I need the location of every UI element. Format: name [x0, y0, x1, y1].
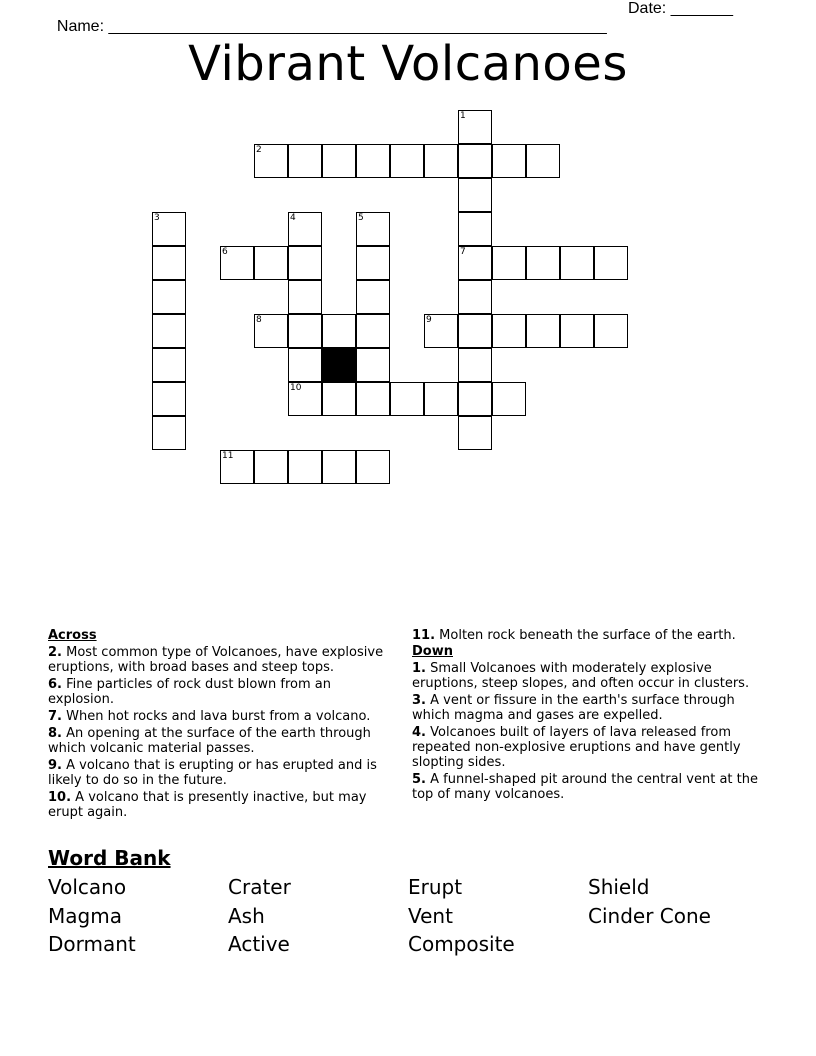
word-bank-item: Vent — [408, 903, 453, 928]
crossword-cell[interactable] — [594, 314, 628, 348]
cell-number: 8 — [256, 315, 262, 325]
crossword-cell[interactable] — [458, 144, 492, 178]
crossword-cell[interactable] — [288, 246, 322, 280]
cell-number: 2 — [256, 145, 262, 155]
clues-column-right — [412, 628, 772, 803]
word-bank — [48, 873, 768, 959]
crossword-cell[interactable] — [152, 348, 186, 382]
word-bank-item: Ash — [228, 903, 265, 928]
clue-across-9: 9. A volcano that is erupting or has erupted and is likely to do so in the future. — [48, 758, 377, 788]
crossword-cell[interactable] — [390, 144, 424, 178]
word-bank-item: Volcano — [48, 875, 127, 899]
crossword-cell[interactable] — [152, 212, 186, 246]
crossword-cell[interactable] — [322, 144, 356, 178]
crossword-cell[interactable] — [152, 246, 186, 280]
name-field-label: Name: ________________________________________________________ — [56, 18, 607, 35]
crossword-cell[interactable] — [492, 144, 526, 178]
cell-number: 5 — [358, 213, 364, 223]
crossword-cell[interactable] — [322, 450, 356, 484]
word-bank-item: Dormant — [48, 932, 136, 956]
crossword-cell[interactable] — [356, 280, 390, 314]
crossword-cell[interactable] — [152, 314, 186, 348]
crossword-cell[interactable] — [492, 314, 526, 348]
crossword-cell[interactable] — [322, 314, 356, 348]
cell-number: 4 — [290, 213, 296, 223]
across-heading: Across — [48, 628, 97, 643]
crossword-cell[interactable] — [288, 450, 322, 484]
crossword-cell[interactable] — [152, 416, 186, 450]
crossword-cell[interactable] — [526, 144, 560, 178]
crossword-cell[interactable] — [458, 110, 492, 144]
crossword-cell[interactable] — [254, 314, 288, 348]
word-bank-title: Word Bank — [48, 846, 171, 870]
crossword-cell[interactable] — [356, 382, 390, 416]
clue-down-1: 1. Small Volcanoes with moderately explosive eruptions, steep slopes, and often occur in clusters. — [412, 661, 750, 691]
crossword-cell[interactable] — [288, 280, 322, 314]
clue-across-10: 10. A volcano that is presently inactive, but may erupt again. — [48, 790, 367, 820]
crossword-cell[interactable] — [356, 246, 390, 280]
crossword-cell[interactable] — [356, 314, 390, 348]
cell-number: 9 — [426, 315, 432, 325]
crossword-cell[interactable] — [458, 212, 492, 246]
cell-number: 3 — [154, 213, 160, 223]
clue-across-8: 8. An opening at the surface of the earth through which volcanic material passes. — [48, 726, 371, 756]
crossword-cell[interactable] — [458, 382, 492, 416]
crossword-cell[interactable] — [288, 314, 322, 348]
word-bank-item: Composite — [408, 932, 515, 956]
page-title: Vibrant Volcanoes — [188, 36, 628, 92]
crossword-cell[interactable] — [288, 144, 322, 178]
crossword-cell[interactable] — [424, 314, 458, 348]
word-bank-item: Magma — [48, 903, 122, 928]
word-bank-item: Shield — [588, 875, 650, 899]
crossword-cell[interactable] — [322, 382, 356, 416]
crossword-cell[interactable] — [458, 280, 492, 314]
crossword-cell[interactable] — [288, 382, 322, 416]
crossword-cell[interactable] — [458, 246, 492, 280]
crossword-cell[interactable] — [152, 382, 186, 416]
cell-number: 7 — [460, 247, 466, 257]
clue-down-5: 5. A funnel-shaped pit around the central vent at the top of many volcanoes. — [412, 772, 758, 802]
crossword-cell[interactable] — [458, 348, 492, 382]
cell-number: 11 — [222, 451, 234, 461]
crossword-cell[interactable] — [288, 212, 322, 246]
crossword-cell[interactable] — [288, 348, 322, 382]
crossword-cell[interactable] — [560, 314, 594, 348]
crossword-grid — [0, 0, 816, 520]
cell-number: 1 — [460, 111, 466, 121]
cell-number: 6 — [222, 247, 228, 257]
clue-down-3: 3. A vent or fissure in the earth's surface through which magma and gases are expelled. — [412, 693, 735, 723]
clue-across-6: 6. Fine particles of rock dust blown from an explosion. — [48, 677, 331, 707]
crossword-cell[interactable] — [458, 416, 492, 450]
cell-number: 10 — [290, 383, 302, 393]
crossword-cell[interactable] — [560, 246, 594, 280]
word-bank-item: Crater — [228, 875, 291, 899]
crossword-cell[interactable] — [424, 382, 458, 416]
word-bank-item: Cinder Cone — [588, 903, 711, 928]
crossword-cell[interactable] — [390, 382, 424, 416]
crossword-cell[interactable] — [594, 246, 628, 280]
clue-down-4: 4. Volcanoes built of layers of lava released from repeated non-explosive eruptions and have gently slopting sides. — [412, 725, 741, 770]
crossword-cell[interactable] — [526, 246, 560, 280]
crossword-cell[interactable] — [254, 450, 288, 484]
crossword-cell[interactable] — [356, 144, 390, 178]
clue-across-7: 7. When hot rocks and lava burst from a volcano. — [48, 709, 371, 724]
crossword-cell[interactable] — [356, 212, 390, 246]
word-bank-item: Erupt — [408, 875, 463, 899]
crossword-cell[interactable] — [254, 144, 288, 178]
clue-across-11: 11. Molten rock beneath the surface of the earth. — [412, 628, 736, 643]
date-field-label: Date: _______ — [628, 0, 733, 17]
crossword-cell[interactable] — [458, 314, 492, 348]
crossword-cell[interactable] — [492, 246, 526, 280]
crossword-cell[interactable] — [356, 450, 390, 484]
clues-column-left — [48, 628, 400, 821]
crossword-cell[interactable] — [492, 382, 526, 416]
clue-across-2: 2. Most common type of Volcanoes, have explosive eruptions, with broad bases and steep tops. — [48, 645, 384, 675]
word-bank-item: Active — [228, 932, 290, 956]
crossword-cell[interactable] — [424, 144, 458, 178]
down-heading: Down — [412, 644, 453, 659]
crossword-cell[interactable] — [526, 314, 560, 348]
crossword-cell[interactable] — [152, 280, 186, 314]
crossword-cell[interactable] — [356, 348, 390, 382]
blocked-cell — [322, 348, 356, 382]
crossword-cell[interactable] — [458, 178, 492, 212]
crossword-cell[interactable] — [220, 450, 254, 484]
crossword-cell[interactable] — [220, 246, 254, 280]
crossword-cell[interactable] — [254, 246, 288, 280]
